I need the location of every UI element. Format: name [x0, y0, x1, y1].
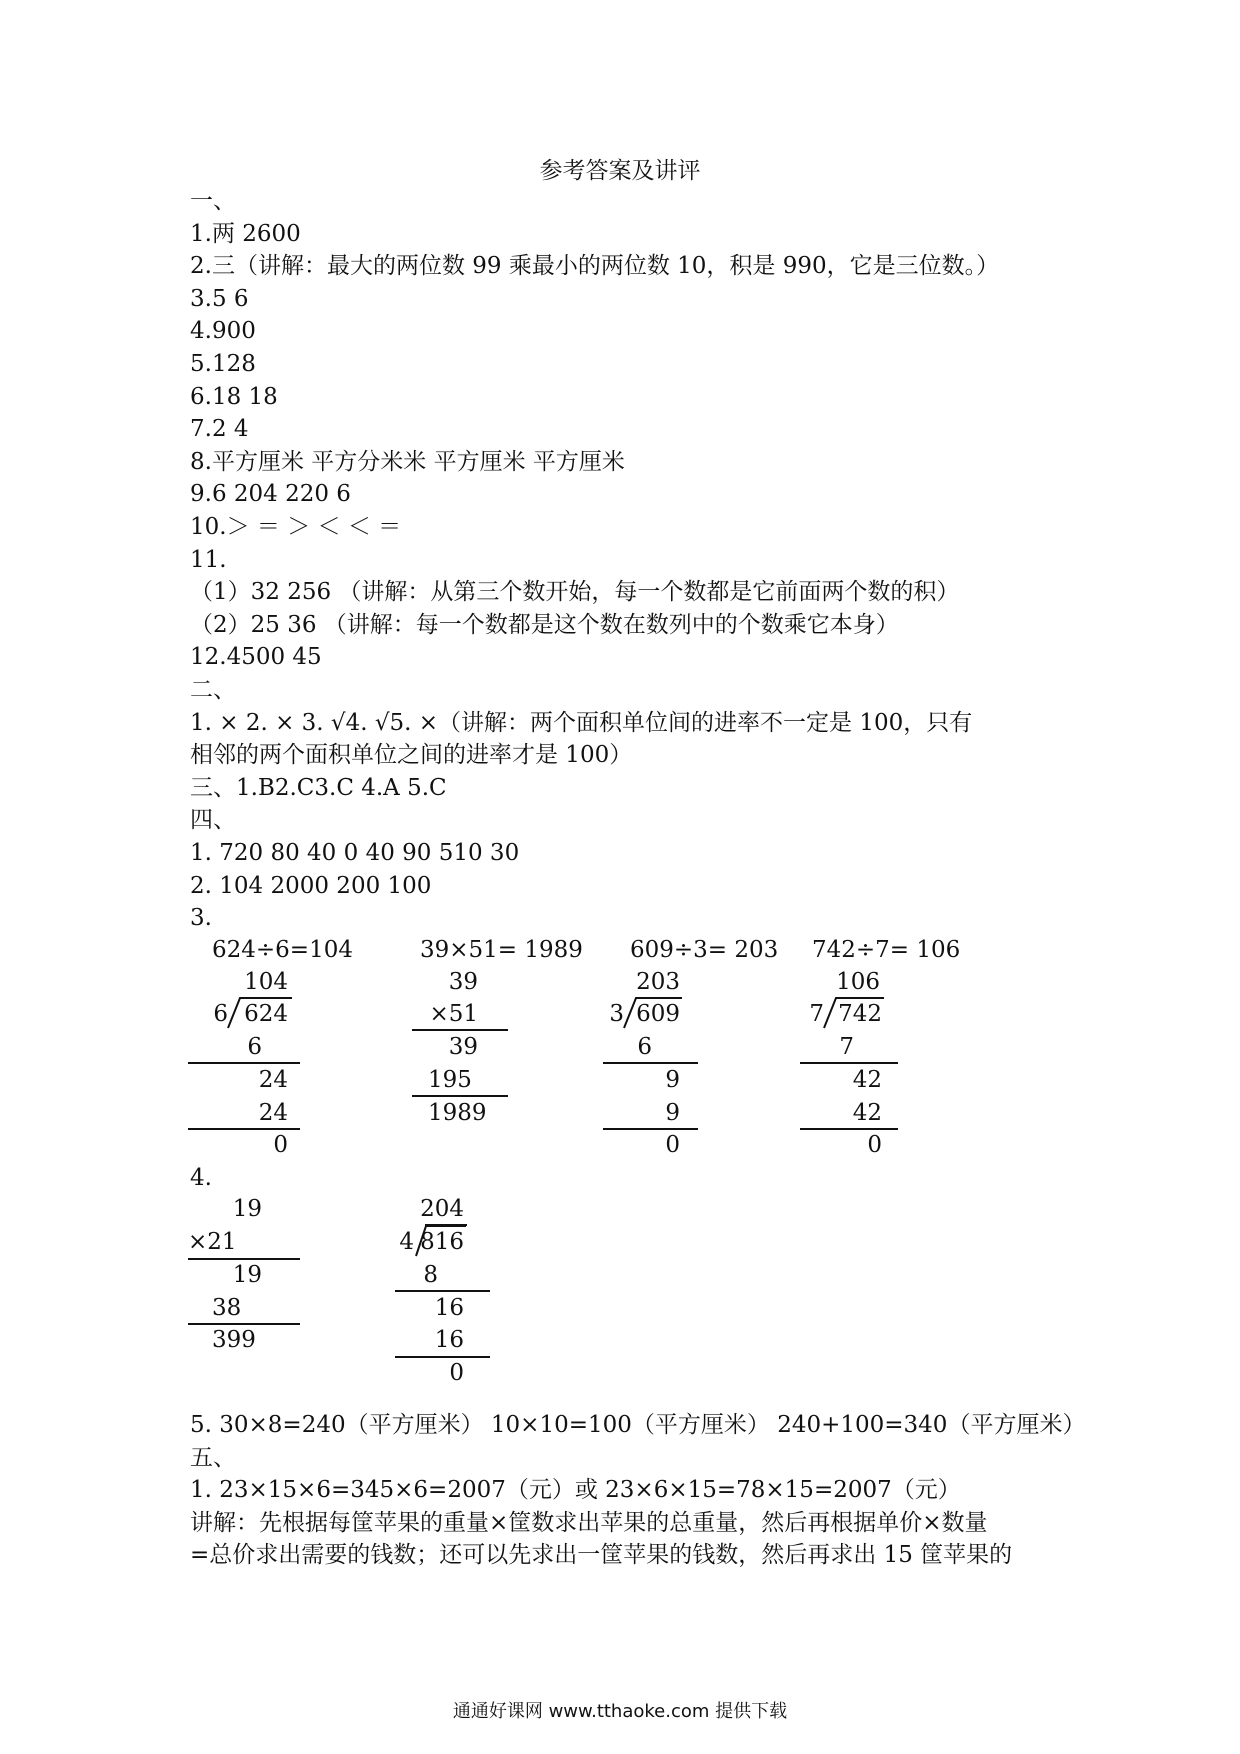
multiplicand: 19: [232, 1196, 262, 1222]
answer-line: 2. 104 2000 200 100: [190, 872, 432, 899]
multiplier: ×51: [429, 1001, 478, 1027]
footer-credit: 通通好课网 www.tthaoke.com 提供下载: [452, 1701, 788, 1722]
division-remainder: 0: [665, 1132, 680, 1158]
division-rule: [800, 1062, 898, 1064]
answer-line: =总价求出需要的钱数；还可以先求出一筐苹果的钱数，然后再求出 15 筐苹果的: [190, 1542, 1013, 1569]
q3-equation-4: 742÷7= 106: [812, 937, 961, 963]
answer-line: 6.18 18: [190, 383, 278, 410]
answer-line: 4.900: [190, 318, 256, 345]
answer-line: 3.: [190, 905, 212, 932]
answer-line: 1. 720 80 40 0 40 90 510 30: [190, 840, 520, 866]
product: 1989: [428, 1100, 487, 1126]
division-rule: [188, 1062, 300, 1064]
q3-equation-3: 609÷3= 203: [630, 937, 779, 963]
page-title: 参考答案及讲评: [539, 158, 701, 184]
division-step: 7: [839, 1034, 854, 1060]
answer-line: （1）32 256 （讲解：从第三个数开始，每一个数都是它前面两个数的积）: [190, 579, 960, 606]
question-4-label: 4.: [190, 1165, 212, 1191]
division-remainder: 0: [867, 1132, 882, 1158]
division-divisor: 4: [399, 1229, 414, 1255]
division-step: 24: [258, 1100, 288, 1126]
q3-equation-2: 39×51= 1989: [420, 937, 583, 963]
division-dividend: 742: [838, 1001, 882, 1027]
answer-line: 3.5 6: [190, 285, 249, 312]
multiplication-rule: [412, 1029, 508, 1031]
answer-line: 5.128: [190, 351, 256, 377]
answer-line: 5. 30×8=240（平方厘米） 10×10=100（平方厘米） 240+100=340（平方厘米）: [190, 1412, 1086, 1438]
answer-line: 1. 23×15×6=345×6=2007（元）或 23×6×15=78×15=2007（元）: [190, 1477, 961, 1504]
division-rule: [395, 1290, 490, 1292]
division-step: 24: [258, 1067, 288, 1093]
multiplicand: 39: [448, 969, 478, 995]
answer-line: 相邻的两个面积单位之间的进率才是 100）: [190, 742, 633, 769]
division-step: 42: [852, 1067, 882, 1093]
division-divisor: 3: [609, 1001, 624, 1027]
division-step: 16: [434, 1295, 464, 1321]
division-step: 9: [665, 1067, 680, 1093]
division-step: 6: [247, 1034, 262, 1060]
answer-line: 12.4500 45: [190, 644, 322, 671]
division-dividend: 609: [636, 1001, 680, 1027]
answer-line: 1. × 2. × 3. √4. √5. ×（讲解：两个面积单位间的进率不一定是 100，只有: [190, 709, 973, 736]
answer-line: 二、: [190, 677, 236, 703]
division-step: 9: [665, 1100, 680, 1126]
division-step: 8: [423, 1262, 438, 1288]
answer-line: 一、: [190, 188, 236, 214]
multiplier: ×21: [188, 1229, 237, 1255]
division-dividend: 624: [244, 1001, 288, 1027]
division-divisor: 7: [809, 1001, 824, 1027]
division-quotient: 203: [636, 969, 680, 995]
division-dividend: 816: [420, 1229, 464, 1255]
answer-line: 四、: [190, 807, 236, 834]
division-remainder: 0: [449, 1360, 464, 1386]
answer-line: 2.三（讲解：最大的两位数 99 乘最小的两位数 10，积是 990，它是三位数。）: [190, 253, 1000, 280]
answer-line: 三、1.B2.C3.C 4.A 5.C: [190, 774, 447, 801]
partial-product: 19: [232, 1262, 262, 1288]
division-step: 42: [852, 1100, 882, 1126]
q3-equation-1: 624÷6=104: [212, 937, 353, 963]
division-remainder: 0: [273, 1132, 288, 1158]
division-rule: [603, 1062, 698, 1064]
division-divisor: 6: [213, 1001, 228, 1027]
answer-line: 7.2 4: [190, 416, 249, 443]
partial-product: 39: [448, 1034, 478, 1060]
multiplication-rule: [412, 1095, 508, 1097]
answer-line: 10.＞ ＝ ＞ ＜ ＜ ＝: [190, 514, 402, 540]
division-step: 6: [637, 1034, 652, 1060]
division-quotient: 104: [244, 969, 288, 995]
division-quotient: 204: [420, 1196, 464, 1222]
answer-line: 讲解：先根据每筐苹果的重量×筐数求出苹果的总重量，然后再根据单价×数量: [190, 1509, 988, 1536]
answer-line: 8.平方厘米 平方分米米 平方厘米 平方厘米: [190, 448, 625, 475]
product: 399: [212, 1327, 256, 1353]
partial-product: 38: [212, 1295, 242, 1321]
answer-line: （2）25 36 （讲解：每一个数都是这个数在数列中的个数乘它本身）: [190, 611, 899, 638]
answer-line: 1.两 2600: [190, 220, 301, 247]
answer-line: 11.: [190, 546, 227, 573]
partial-product: 195: [428, 1067, 472, 1093]
division-quotient: 106: [836, 969, 880, 995]
division-step: 16: [434, 1327, 464, 1353]
answer-line: 9.6 204 220 6: [190, 481, 351, 508]
answer-line: 五、: [190, 1444, 236, 1471]
